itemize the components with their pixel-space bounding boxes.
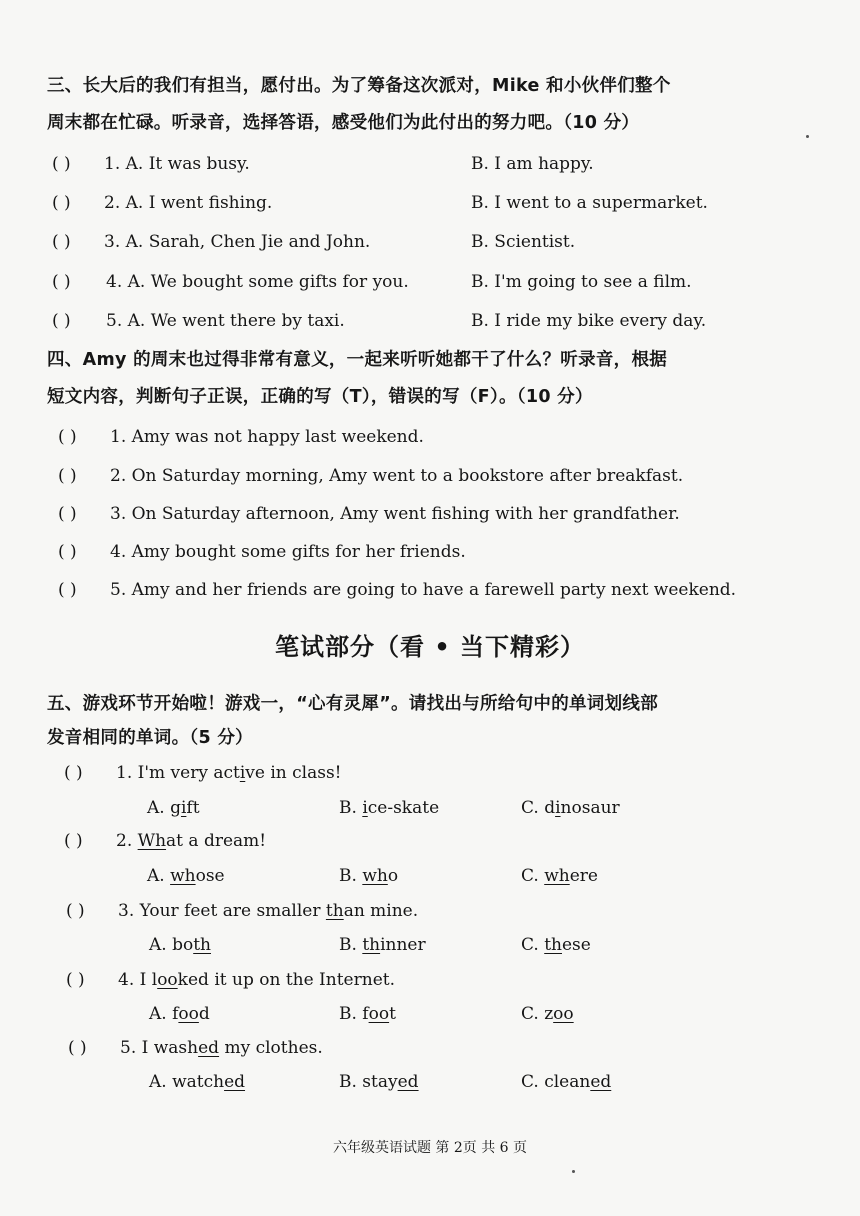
option-a: A. watched: [149, 1072, 246, 1092]
answer-blank: ( ): [52, 193, 71, 213]
option-a: A. both: [149, 935, 211, 955]
scan-speck: [572, 1170, 575, 1173]
section5-heading-line2: 发音相同的单词。（5 分）: [47, 728, 253, 748]
option-b: B. thinner: [339, 935, 426, 955]
option-a: A. whose: [147, 866, 225, 886]
answer-blank: ( ): [52, 311, 71, 331]
statement-text: 4. Amy bought some gifts for her friends.: [110, 542, 466, 562]
question-sentence: 5. I washed my clothes.: [120, 1038, 323, 1058]
option-b: B. I am happy.: [471, 154, 594, 174]
option-b: B. stayed: [339, 1072, 419, 1092]
option-c: C. these: [521, 935, 591, 955]
answer-blank: ( ): [58, 427, 77, 447]
option-b: B. Scientist.: [471, 232, 576, 252]
answer-blank: ( ): [68, 1038, 87, 1058]
page-footer: 六年级英语试题 第 2页 共 6 页: [332, 1140, 528, 1156]
option-b: B. I ride my bike every day.: [471, 311, 707, 331]
option-c: C. where: [521, 866, 598, 886]
section3-heading-line1: 三、长大后的我们有担当，愿付出。为了筹备这次派对，Mike 和小伙伴们整个: [47, 76, 671, 96]
question-text: 5. A. We went there by taxi.: [106, 311, 345, 331]
answer-blank: ( ): [64, 831, 83, 851]
section3-heading-line2: 周末都在忙碌。听录音，选择答语，感受他们为此付出的努力吧。（10 分）: [47, 113, 640, 133]
answer-blank: ( ): [58, 580, 77, 600]
scan-speck: [806, 135, 809, 138]
section5-heading-line1: 五、游戏环节开始啦！游戏一，“心有灵犀”。请找出与所给句中的单词划线部: [47, 694, 658, 714]
question-sentence: 4. I looked it up on the Internet.: [118, 970, 395, 990]
written-part-title: 笔试部分（看 • 当下精彩）: [274, 633, 586, 661]
question-sentence: 1. I'm very active in class!: [116, 763, 342, 783]
statement-text: 1. Amy was not happy last weekend.: [110, 427, 424, 447]
option-a: A. gift: [147, 798, 200, 818]
statement-text: 2. On Saturday morning, Amy went to a bookstore after breakfast.: [110, 466, 684, 486]
statement-text: 3. On Saturday afternoon, Amy went fishing with her grandfather.: [110, 504, 680, 524]
answer-blank: ( ): [52, 154, 71, 174]
answer-blank: ( ): [58, 542, 77, 562]
question-text: 1. A. It was busy.: [104, 154, 250, 174]
option-b: B. who: [339, 866, 399, 886]
question-text: 4. A. We bought some gifts for you.: [106, 272, 409, 292]
question-text: 2. A. I went fishing.: [104, 193, 273, 213]
option-c: C. dinosaur: [521, 798, 620, 818]
option-c: C. zoo: [521, 1004, 574, 1024]
section4-heading-line1: 四、Amy 的周末也过得非常有意义，一起来听听她都干了什么？听录音，根据: [47, 350, 668, 370]
answer-blank: ( ): [66, 970, 85, 990]
section4-heading-line2: 短文内容，判断句子正误，正确的写（T），错误的写（F）。（10 分）: [47, 387, 593, 407]
answer-blank: ( ): [52, 272, 71, 292]
option-b: B. I went to a supermarket.: [471, 193, 708, 213]
answer-blank: ( ): [64, 763, 83, 783]
question-sentence: 2. What a dream!: [116, 831, 267, 851]
question-text: 3. A. Sarah, Chen Jie and John.: [104, 232, 371, 252]
statement-text: 5. Amy and her friends are going to have a farewell party next weekend.: [110, 580, 737, 600]
answer-blank: ( ): [66, 901, 85, 921]
question-sentence: 3. Your feet are smaller than mine.: [118, 901, 419, 921]
answer-blank: ( ): [58, 504, 77, 524]
option-a: A. food: [149, 1004, 210, 1024]
option-b: B. I'm going to see a film.: [471, 272, 692, 292]
answer-blank: ( ): [52, 232, 71, 252]
option-c: C. cleaned: [521, 1072, 612, 1092]
option-b: B. ice-skate: [339, 798, 440, 818]
option-b: B. foot: [339, 1004, 396, 1024]
answer-blank: ( ): [58, 466, 77, 486]
